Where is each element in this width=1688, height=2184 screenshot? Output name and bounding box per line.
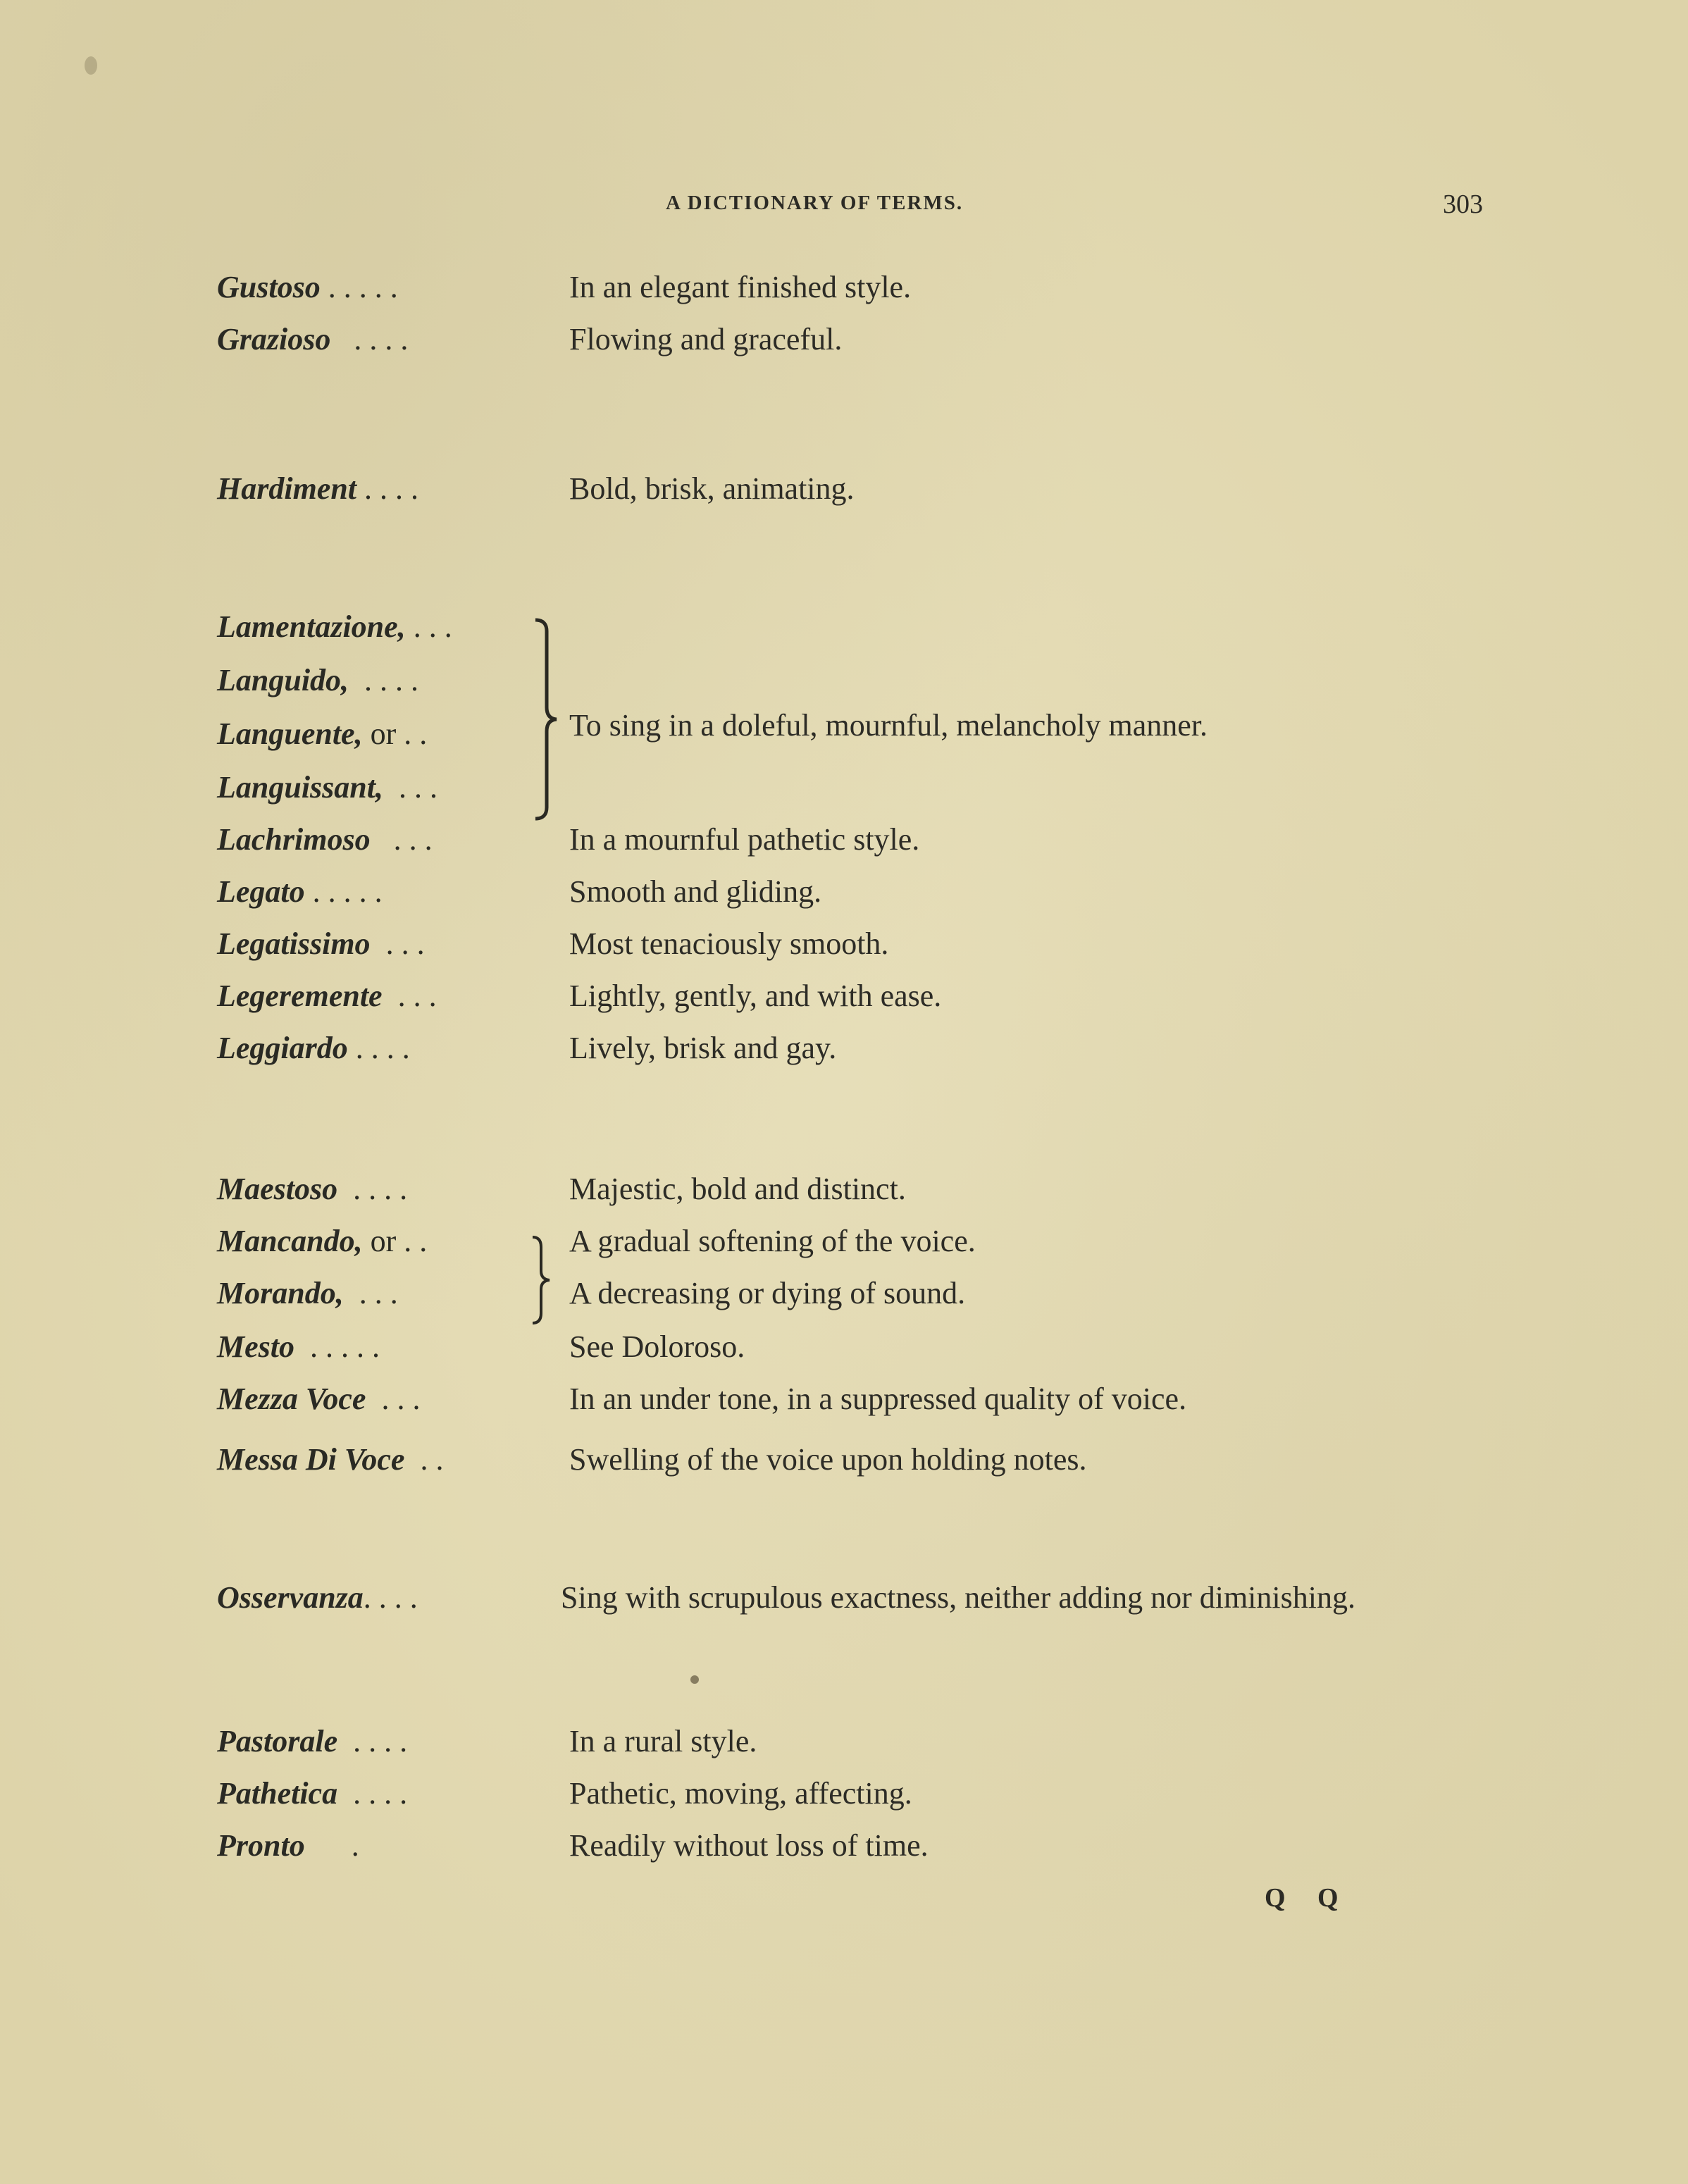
entry-term: Pronto — [217, 1828, 305, 1863]
leader-dots: . . — [404, 1442, 444, 1477]
entry-definition: Smooth and gliding. — [569, 874, 822, 909]
entry-term: Leggiardo — [217, 1031, 348, 1065]
dictionary-entry — [217, 1825, 929, 1867]
entry-definition: Lightly, gently, and with ease. — [569, 979, 942, 1013]
entry-term: Mesto — [217, 1329, 294, 1364]
leader-dots: . . . — [343, 1276, 398, 1310]
grouped-term — [217, 1272, 966, 1315]
entry-term: Pastorale — [217, 1724, 338, 1758]
entry-term: Gustoso — [217, 270, 321, 304]
paper-stain — [85, 56, 97, 75]
entry-term: Mezza Voce — [217, 1382, 366, 1416]
entry-term: Lamentazione, — [217, 609, 406, 644]
term-suffix: or — [362, 1224, 397, 1258]
grouped-term — [217, 767, 437, 809]
entry-definition: In a rural style. — [569, 1724, 757, 1758]
dictionary-entry — [217, 819, 920, 861]
leader-dots: . . . . . — [304, 874, 383, 909]
dictionary-entry — [217, 871, 822, 913]
signature-mark: Q Q — [1265, 1883, 1351, 1913]
entry-definition: Bold, brisk, animating. — [569, 471, 855, 506]
entry-definition: Readily without loss of time. — [569, 1828, 929, 1863]
leader-dots: . . . . — [363, 1580, 418, 1615]
entry-definition: Sing with scrupulous exactness, neither adding nor diminishing. — [561, 1580, 1355, 1615]
entry-definition: Flowing and graceful. — [569, 322, 843, 356]
entry-term: Mancando, — [217, 1224, 363, 1258]
entry-term: Legeremente — [217, 979, 383, 1013]
leader-dots: . . . — [366, 1382, 421, 1416]
group-definition: A gradual softening of the voice. — [569, 1224, 976, 1258]
leader-dots: . . . . . — [320, 270, 398, 304]
dictionary-entry — [217, 1326, 745, 1368]
entry-term: Morando, — [217, 1276, 344, 1310]
entry-definition: Pathetic, moving, affecting. — [569, 1776, 912, 1811]
leader-dots: . . . . — [356, 471, 419, 506]
entry-term: Osservanza — [217, 1580, 364, 1615]
entry-definition: Majestic, bold and distinct. — [569, 1172, 906, 1206]
leader-dots: . . . . — [337, 1776, 408, 1811]
group-definition: A decreasing or dying of sound. — [569, 1276, 966, 1310]
leader-dots: . . — [396, 1224, 428, 1258]
leader-dots: . . . — [383, 770, 437, 805]
leader-dots: . . — [396, 716, 428, 751]
entry-term: Legato — [217, 874, 305, 909]
dictionary-entry — [217, 1168, 906, 1210]
group-definition: To sing in a doleful, mournful, melancholy manner. — [569, 708, 1208, 743]
leader-dots: . — [304, 1828, 359, 1863]
entry-definition: Lively, brisk and gay. — [569, 1031, 837, 1065]
ink-speck — [690, 1675, 699, 1684]
dictionary-entry — [217, 975, 942, 1017]
leader-dots: . . . — [370, 822, 433, 857]
leader-dots: . . . . — [330, 322, 409, 356]
grouped-term — [217, 713, 427, 755]
entry-definition: In an under tone, in a suppressed quality of voice. — [569, 1382, 1187, 1416]
entry-definition: Swelling of the voice upon holding notes. — [569, 1442, 1087, 1477]
dictionary-entry — [217, 1720, 757, 1763]
entry-term: Hardiment — [217, 471, 357, 506]
term-suffix: or — [362, 716, 397, 751]
dictionary-entry — [217, 1378, 1187, 1420]
entry-term: Languissant, — [217, 770, 383, 805]
dictionary-entry — [217, 923, 889, 965]
grouped-term — [217, 1220, 976, 1262]
dictionary-entry — [217, 1027, 837, 1069]
entry-definition: Most tenaciously smooth. — [569, 926, 889, 961]
leader-dots: . . . . . — [294, 1329, 380, 1364]
dictionary-entry — [217, 1577, 1355, 1619]
entry-term: Messa Di Voce — [217, 1442, 405, 1477]
right-brace-icon — [533, 617, 561, 821]
dictionary-entry — [217, 468, 855, 510]
entry-term: Languente, — [217, 716, 363, 751]
leader-dots: . . . . — [337, 1724, 408, 1758]
entry-term: Legatissimo — [217, 926, 371, 961]
leader-dots: . . . — [405, 609, 452, 644]
dictionary-entry — [217, 318, 843, 361]
page-number: 303 — [1443, 190, 1483, 219]
entry-term: Lachrimoso — [217, 822, 371, 857]
leader-dots: . . . — [370, 926, 425, 961]
leader-dots: . . . — [382, 979, 437, 1013]
dictionary-entry — [217, 266, 912, 309]
entry-term: Maestoso — [217, 1172, 338, 1206]
leader-dots: . . . . — [349, 663, 419, 697]
right-brace-icon — [530, 1234, 555, 1326]
entry-definition: See Doloroso. — [569, 1329, 745, 1364]
dictionary-entry — [217, 1439, 1087, 1481]
running-title: A DICTIONARY OF TERMS. — [666, 192, 964, 214]
leader-dots: . . . . — [337, 1172, 408, 1206]
entry-term: Languido, — [217, 663, 349, 697]
entry-definition: In a mournful pathetic style. — [569, 822, 920, 857]
entry-definition: In an elegant finished style. — [569, 270, 912, 304]
dictionary-entry — [217, 1773, 912, 1815]
grouped-term — [217, 606, 452, 648]
entry-term: Pathetica — [217, 1776, 338, 1811]
entry-term: Grazioso — [217, 322, 331, 356]
leader-dots: . . . . — [347, 1031, 410, 1065]
grouped-term — [217, 659, 418, 702]
